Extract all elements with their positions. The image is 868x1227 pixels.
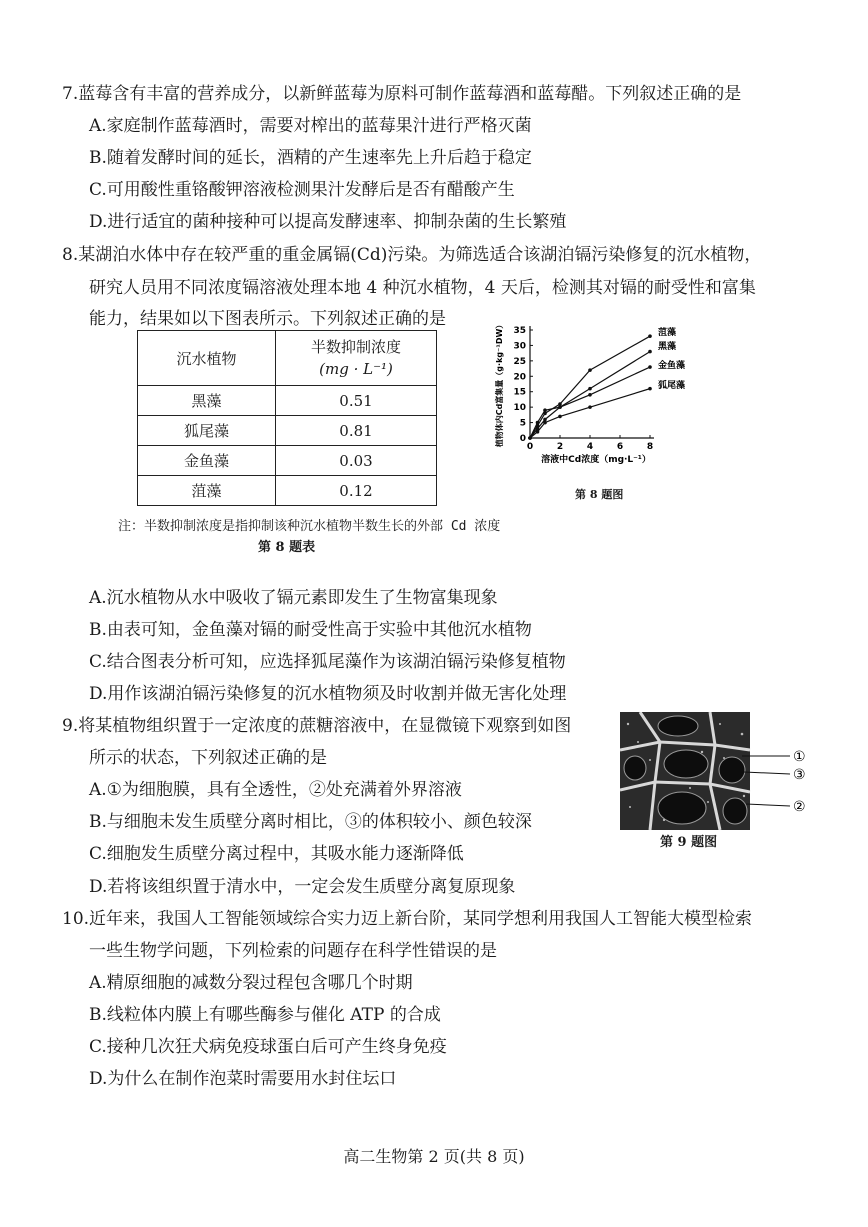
table-cell-plant: 菹藻 — [138, 476, 276, 506]
table-cell-value: 0.81 — [276, 416, 437, 446]
q8-table — [137, 330, 437, 506]
marker-label: ③ — [793, 767, 806, 783]
data-point — [648, 387, 652, 391]
q10-option-a: A.精原细胞的减数分裂过程包含哪几个时期 — [89, 973, 413, 993]
table-cell-value: 0.51 — [276, 386, 437, 416]
q8-option-d: D.用作该湖泊镉污染修复的沉水植物须及时收割并做无害化处理 — [89, 684, 567, 704]
series-label: 黑藻 — [658, 342, 677, 352]
series-label: 菹藻 — [658, 328, 677, 338]
data-point — [558, 405, 562, 409]
x-tick-label: 0 — [526, 442, 534, 452]
q7-option-b: B.随着发酵时间的延长，酒精的产生速率先上升后趋于稳定 — [89, 148, 532, 168]
table-header-conc — [276, 331, 437, 386]
x-tick-label: 2 — [556, 442, 564, 452]
data-point — [648, 334, 652, 338]
q8-option-c: C.结合图表分析可知，应选择狐尾藻作为该湖泊镉污染修复植物 — [89, 652, 566, 672]
q8-stem-line2: 研究人员用不同浓度镉溶液处理本地 4 种沉水植物，4 天后，检测其对镉的耐受性和富集 — [89, 278, 756, 298]
marker-label: ① — [793, 749, 806, 765]
data-point — [528, 436, 532, 440]
data-point — [543, 421, 547, 425]
data-point — [588, 387, 592, 391]
y-tick-label: 35 — [513, 326, 526, 336]
table-header-plant: 沉水植物 — [138, 331, 276, 386]
series-label: 金鱼藻 — [658, 361, 686, 371]
marker-label: ② — [793, 799, 806, 815]
q9-option-b: B.与细胞未发生质壁分离时相比，③的体积较小、颜色较深 — [89, 812, 532, 832]
x-tick-label: 4 — [586, 442, 594, 452]
data-point — [588, 405, 592, 409]
x-tick-label: 6 — [616, 442, 624, 452]
series-label: 狐尾藻 — [658, 381, 686, 391]
table-header-conc-unit: (mg · L⁻¹) — [319, 360, 393, 378]
y-tick-label: 0 — [519, 434, 526, 444]
data-point — [558, 402, 562, 406]
table-cell-plant: 狐尾藻 — [138, 416, 276, 446]
q9-option-a: A.①为细胞膜，具有全透性，②处充满着外界溶液 — [89, 780, 462, 800]
x-axis-label: 溶液中Cd浓度（mg·L⁻¹） — [541, 455, 651, 465]
q10-stem-line1: 10.近年来，我国人工智能领域综合实力迈上新台阶，某同学想利用我国人工智能大模型检索 — [62, 909, 753, 929]
q7-stem: 7.蓝莓含有丰富的营养成分，以新鲜蓝莓为原料可制作蓝莓酒和蓝莓醋。下列叙述正确的是 — [62, 84, 742, 104]
data-point — [543, 418, 547, 422]
y-axis-label: 植物体内Cd富集量（g·kg⁻¹DW） — [495, 320, 504, 448]
data-point — [536, 430, 540, 434]
y-tick-label: 5 — [519, 418, 526, 429]
q10-stem-line2: 一些生物学问题，下列检索的问题存在科学性错误的是 — [89, 941, 497, 961]
q8-figure-caption: 第 8 题图 — [575, 488, 624, 501]
q8-option-a: A.沉水植物从水中吸收了镉元素即发生了生物富集现象 — [89, 588, 498, 608]
q7-option-c: C.可用酸性重铬酸钾溶液检测果汁发酵后是否有醋酸产生 — [89, 180, 515, 200]
table-header-conc-label: 半数抑制浓度 — [310, 338, 401, 356]
q9-stem-line2: 所示的状态，下列叙述正确的是 — [89, 748, 327, 768]
q9-option-c: C.细胞发生质壁分离过程中，其吸水能力逐渐降低 — [89, 844, 464, 864]
q8-stem-line1: 8.某湖泊水体中存在较严重的重金属镉(Cd)污染。为筛选适合该湖泊镉污染修复的沉水植物， — [62, 245, 762, 265]
y-tick-label: 10 — [513, 403, 526, 414]
q8-option-b: B.由表可知，金鱼藻对镉的耐受性高于实验中其他沉水植物 — [89, 620, 532, 640]
y-tick-label: 25 — [513, 356, 526, 367]
q9-option-d: D.若将该组织置于清水中，一定会发生质壁分离复原现象 — [89, 877, 516, 897]
data-point — [558, 415, 562, 419]
y-tick-label: 20 — [513, 372, 526, 383]
table-cell-value: 0.12 — [276, 476, 437, 506]
y-tick-label: 15 — [513, 387, 526, 398]
table-cell-plant: 金鱼藻 — [138, 446, 276, 476]
q10-option-b: B.线粒体内膜上有哪些酶参与催化 ATP 的合成 — [89, 1005, 441, 1025]
data-point — [536, 421, 540, 425]
data-point — [648, 350, 652, 354]
table-cell-plant: 黑藻 — [138, 386, 276, 416]
data-point — [648, 365, 652, 369]
data-point — [588, 368, 592, 372]
q8-table-caption: 第 8 题表 — [258, 540, 316, 555]
q7-option-d: D.进行适宜的菌种接种可以提高发酵速率、抑制杂菌的生长繁殖 — [89, 212, 567, 232]
q8-chart — [488, 318, 698, 484]
series-line — [530, 367, 650, 438]
q8-stem-line3: 能力，结果如以下图表所示。下列叙述正确的是 — [89, 309, 446, 329]
q10-option-d: D.为什么在制作泡菜时需要用水封住坛口 — [89, 1069, 397, 1089]
q10-option-c: C.接种几次狂犬病免疫球蛋白后可产生终身免疫 — [89, 1037, 447, 1057]
q8-table-note: 注：半数抑制浓度是指抑制该种沉水植物半数生长的外部 Cd 浓度 — [118, 519, 501, 534]
y-tick-label: 30 — [513, 341, 526, 352]
q9-figure-caption: 第 9 题图 — [660, 835, 718, 850]
data-point — [543, 408, 547, 412]
q9-stem-line1: 9.将某植物组织置于一定浓度的蔗糖溶液中，在显微镜下观察到如图 — [62, 716, 572, 736]
x-tick-label: 8 — [646, 442, 654, 452]
table-cell-value: 0.03 — [276, 446, 437, 476]
data-point — [588, 393, 592, 397]
q9-micrograph — [620, 712, 820, 830]
page-footer: 高二生物第 2 页(共 8 页) — [343, 1147, 525, 1166]
q7-option-a: A.家庭制作蓝莓酒时，需要对榨出的蓝莓果汁进行严格灭菌 — [89, 116, 532, 136]
